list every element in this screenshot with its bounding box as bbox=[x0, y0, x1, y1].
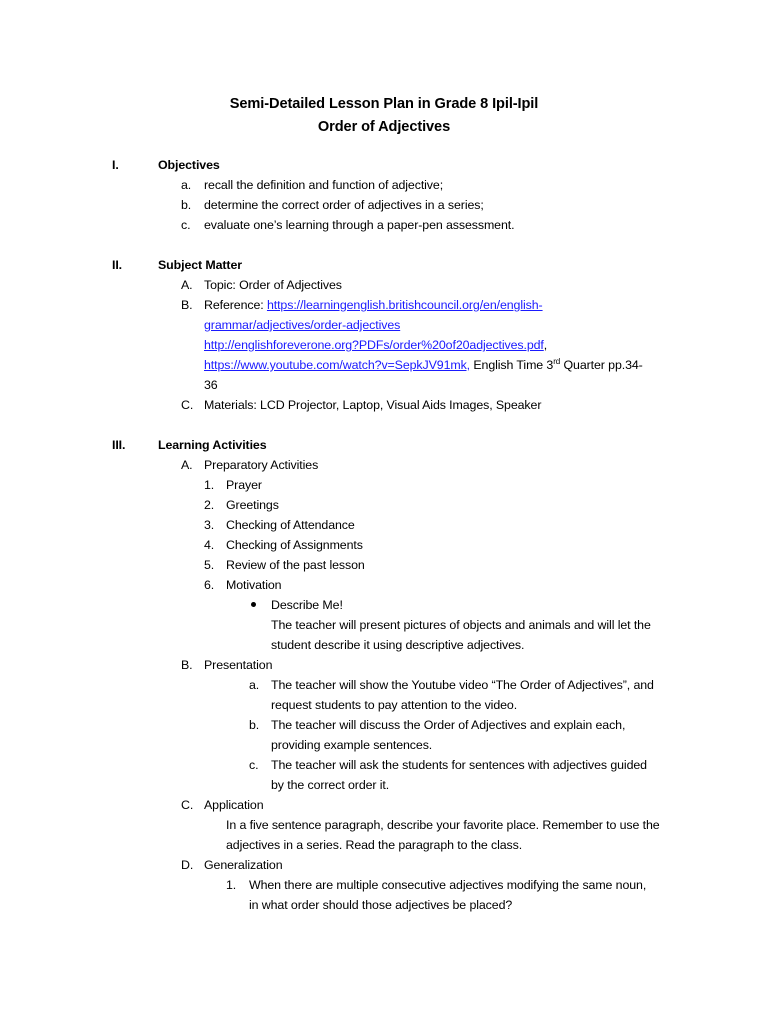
reference-link-youtube[interactable]: https://www.youtube.com/watch?v=SepkJV91mk, bbox=[204, 358, 471, 372]
subsection-label-presentation: Presentation bbox=[204, 658, 273, 672]
reference-pages: Quarter pp.34- bbox=[560, 358, 643, 372]
motivation-title: Describe Me! bbox=[271, 598, 343, 612]
list-item-cont: providing example sentences. bbox=[271, 738, 433, 752]
reference-book: English Time 3 bbox=[470, 358, 554, 372]
reference-link-british-council[interactable]: https://learningenglish.britishcouncil.org/en/english- bbox=[266, 298, 543, 312]
list-marker: c. bbox=[181, 218, 191, 232]
subsection-label-generalization: Generalization bbox=[204, 858, 283, 872]
list-item: Greetings bbox=[226, 498, 279, 512]
reference-link-british-council-cont[interactable]: grammar/adjectives/order-adjectives bbox=[204, 318, 401, 332]
reference-line-3 bbox=[204, 335, 547, 355]
section-numeral-subject-matter: II. bbox=[112, 258, 123, 272]
list-marker: 1. bbox=[204, 478, 215, 492]
bullet-icon bbox=[251, 602, 256, 607]
list-marker: C. bbox=[181, 398, 194, 412]
list-marker: b. bbox=[249, 718, 260, 732]
motivation-description-cont: student describe it using descriptive adjectives. bbox=[271, 638, 525, 652]
list-marker: c. bbox=[249, 758, 259, 772]
section-heading-objectives: Objectives bbox=[158, 158, 220, 172]
motivation-description: The teacher will present pictures of objects and animals and will let the bbox=[271, 618, 651, 632]
materials-text: Materials: LCD Projector, Laptop, Visual Aids Images, Speaker bbox=[204, 398, 542, 412]
subsection-label-application: Application bbox=[204, 798, 264, 812]
list-marker: 6. bbox=[204, 578, 215, 592]
list-marker: a. bbox=[181, 178, 192, 192]
list-item: Motivation bbox=[226, 578, 282, 592]
reference-label: Reference: bbox=[204, 298, 267, 312]
list-marker: A. bbox=[181, 278, 193, 292]
list-item: The teacher will ask the students for sentences with adjectives guided bbox=[271, 758, 647, 772]
list-item: Prayer bbox=[226, 478, 262, 492]
list-item: Review of the past lesson bbox=[226, 558, 365, 572]
reference-superscript: rd bbox=[553, 356, 561, 366]
list-marker: D. bbox=[181, 858, 194, 872]
application-text-cont: adjectives in a series. Read the paragraph to the class. bbox=[226, 838, 523, 852]
list-item: recall the definition and function of adjective; bbox=[204, 178, 444, 192]
reference-line-4 bbox=[204, 355, 643, 375]
section-numeral-objectives: I. bbox=[112, 158, 119, 172]
section-heading-subject-matter: Subject Matter bbox=[158, 258, 242, 272]
section-numeral-learning-activities: III. bbox=[112, 438, 126, 452]
reference-line-5: 36 bbox=[204, 378, 218, 392]
generalization-question: When there are multiple consecutive adjectives modifying the same noun, bbox=[249, 878, 647, 892]
list-marker: 1. bbox=[226, 878, 237, 892]
list-item: The teacher will discuss the Order of Adjectives and explain each, bbox=[271, 718, 626, 732]
list-marker: 3. bbox=[204, 518, 215, 532]
reference-line-2 bbox=[204, 315, 400, 335]
list-marker: B. bbox=[181, 658, 193, 672]
reference-link-englishforeverone[interactable]: http://englishforeverone.org?PDFs/order%20of20adjectives.pdf bbox=[204, 338, 544, 352]
list-item-cont: request students to pay attention to the video. bbox=[271, 698, 518, 712]
list-item: The teacher will show the Youtube video “The Order of Adjectives”, and bbox=[271, 678, 654, 692]
list-marker: A. bbox=[181, 458, 193, 472]
list-marker: 5. bbox=[204, 558, 215, 572]
list-item-cont: by the correct order it. bbox=[271, 778, 390, 792]
list-marker: a. bbox=[249, 678, 260, 692]
document-subtitle: Order of Adjectives bbox=[317, 119, 451, 135]
generalization-question-cont: in what order should those adjectives be placed? bbox=[249, 898, 513, 912]
subsection-label-preparatory: Preparatory Activities bbox=[204, 458, 319, 472]
list-item: determine the correct order of adjectives in a series; bbox=[204, 198, 484, 212]
list-marker: B. bbox=[181, 298, 193, 312]
section-heading-learning-activities: Learning Activities bbox=[158, 438, 267, 452]
reference-line-1 bbox=[204, 295, 543, 315]
application-text: In a five sentence paragraph, describe your favorite place. Remember to use the bbox=[226, 818, 660, 832]
document-title: Semi-Detailed Lesson Plan in Grade 8 Ipil-Ipil bbox=[229, 96, 539, 112]
list-marker: 4. bbox=[204, 538, 215, 552]
list-marker: b. bbox=[181, 198, 192, 212]
list-item: evaluate one’s learning through a paper-pen assessment. bbox=[204, 218, 515, 232]
list-marker: C. bbox=[181, 798, 194, 812]
list-item: Checking of Assignments bbox=[226, 538, 363, 552]
reference-comma: , bbox=[543, 338, 548, 352]
list-item: Checking of Attendance bbox=[226, 518, 355, 532]
topic-text: Topic: Order of Adjectives bbox=[204, 278, 342, 292]
list-marker: 2. bbox=[204, 498, 215, 512]
